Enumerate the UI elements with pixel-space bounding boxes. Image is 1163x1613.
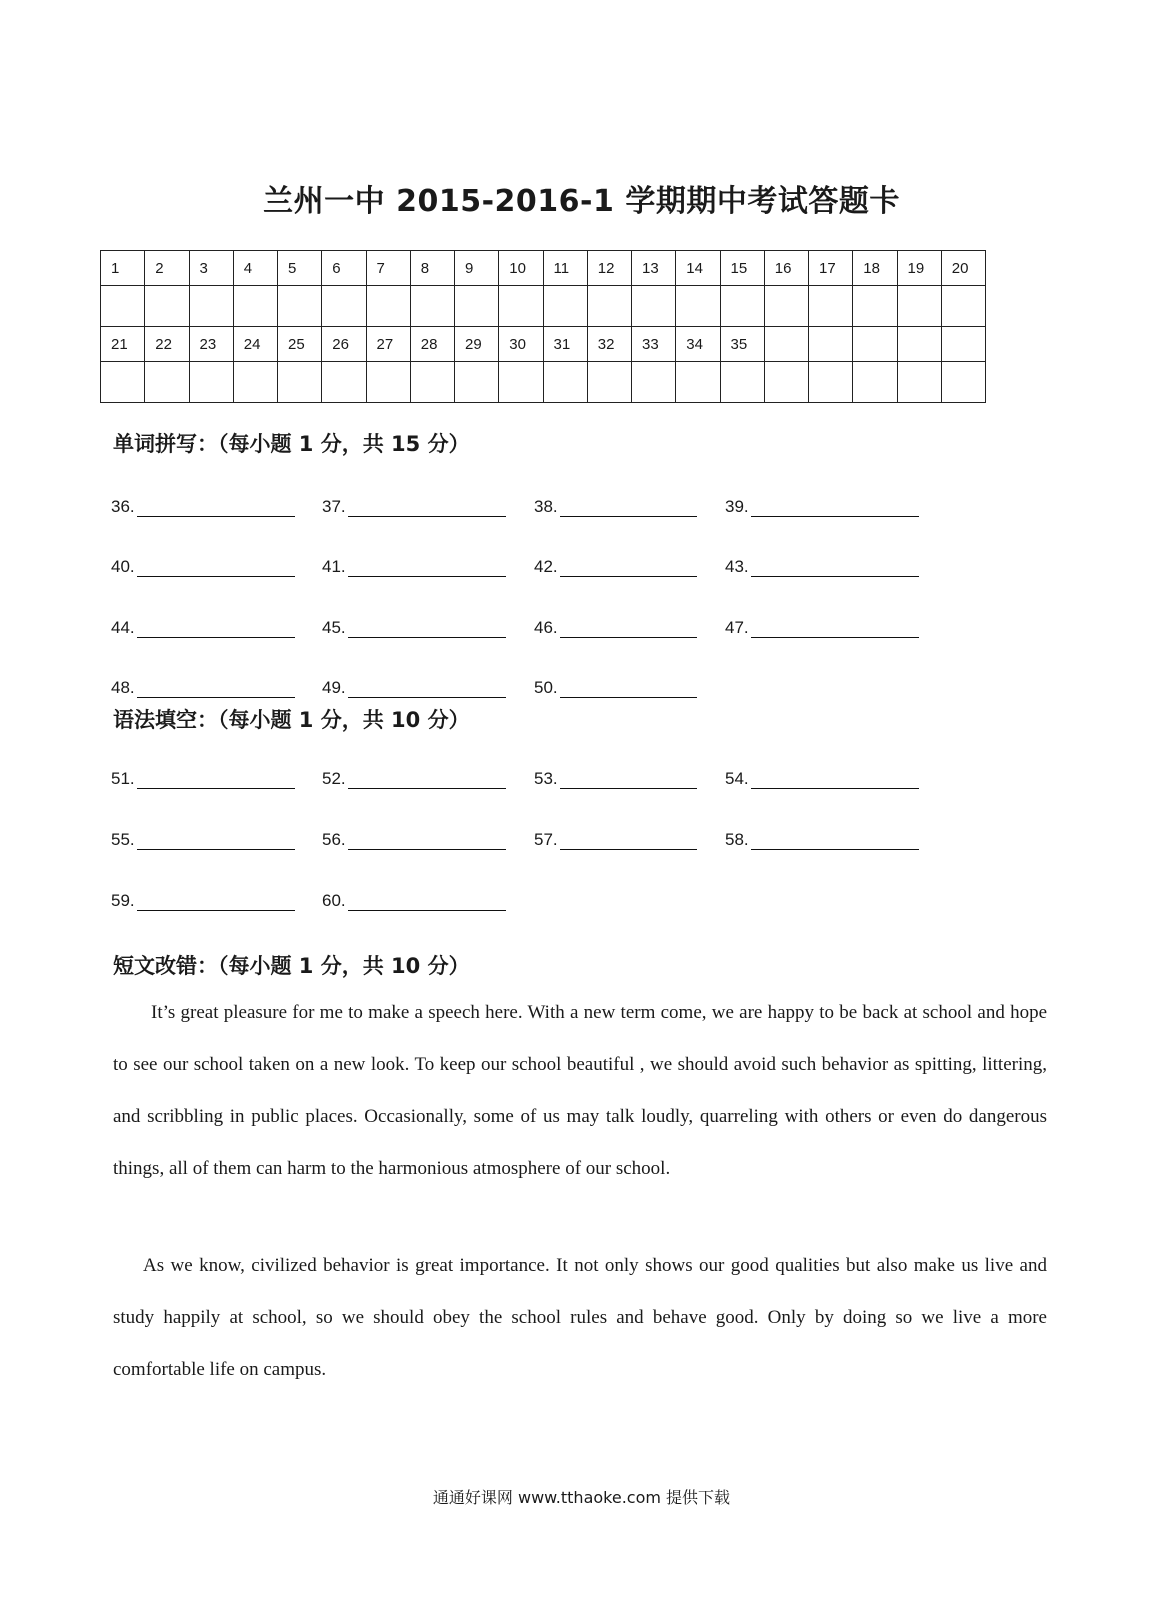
grid-answer-cell[interactable] — [897, 362, 941, 403]
blank-number: 37. — [322, 497, 346, 516]
grid-number-cell: 4 — [233, 251, 277, 286]
grid-answer-cell[interactable] — [587, 362, 631, 403]
grid-answer-cell[interactable] — [455, 286, 499, 327]
blank-number: 56. — [322, 830, 346, 849]
answer-blank — [322, 557, 506, 577]
grid-number-cell: 32 — [587, 327, 631, 362]
grid-number-cell — [897, 327, 941, 362]
blank-number: 38. — [534, 497, 558, 516]
grid-number-cell — [764, 327, 808, 362]
blank-number: 57. — [534, 830, 558, 849]
answer-blank — [534, 497, 697, 517]
grid-number-cell: 7 — [366, 251, 410, 286]
grid-answer-cell[interactable] — [410, 362, 454, 403]
answer-line[interactable] — [751, 558, 919, 577]
blank-number: 48. — [111, 678, 135, 697]
answer-line[interactable] — [560, 679, 697, 698]
grid-answer-cell[interactable] — [499, 286, 543, 327]
grid-number-cell: 25 — [278, 327, 322, 362]
grid-number-cell: 12 — [587, 251, 631, 286]
grid-number-cell: 3 — [189, 251, 233, 286]
blank-number: 36. — [111, 497, 135, 516]
answer-line[interactable] — [137, 558, 295, 577]
grid-answer-cell[interactable] — [720, 286, 764, 327]
answer-blank — [534, 769, 697, 789]
grid-number-cell — [809, 327, 853, 362]
grid-number-cell: 9 — [455, 251, 499, 286]
answer-line[interactable] — [348, 831, 506, 850]
blank-number: 47. — [725, 618, 749, 637]
grid-number-cell: 34 — [676, 327, 720, 362]
grid-number-cell: 13 — [632, 251, 676, 286]
grid-number-cell: 35 — [720, 327, 764, 362]
grid-answer-cell[interactable] — [587, 286, 631, 327]
answer-blank — [725, 557, 919, 577]
answer-blank — [725, 497, 919, 517]
grid-number-cell: 22 — [145, 327, 189, 362]
grammar-section-title: 语法填空：（每小题 1 分，共 10 分） — [113, 708, 470, 732]
correction-section-title: 短文改错：（每小题 1 分，共 10 分） — [113, 954, 470, 978]
answer-line[interactable] — [348, 679, 506, 698]
answer-blank — [111, 678, 295, 698]
grid-number-row — [101, 327, 986, 362]
grid-answer-cell[interactable] — [941, 362, 985, 403]
answer-line[interactable] — [751, 498, 919, 517]
answer-line[interactable] — [137, 679, 295, 698]
answer-line[interactable] — [560, 770, 697, 789]
answer-blank — [322, 678, 506, 698]
grid-number-cell: 31 — [543, 327, 587, 362]
grid-answer-row — [101, 286, 986, 327]
blank-number: 44. — [111, 618, 135, 637]
grid-number-cell: 10 — [499, 251, 543, 286]
grid-number-cell: 20 — [941, 251, 985, 286]
blank-number: 46. — [534, 618, 558, 637]
grid-number-cell: 21 — [101, 327, 145, 362]
blank-number: 41. — [322, 557, 346, 576]
grid-answer-cell[interactable] — [676, 362, 720, 403]
grid-number-cell: 28 — [410, 327, 454, 362]
grid-answer-cell[interactable] — [720, 362, 764, 403]
blank-number: 42. — [534, 557, 558, 576]
answer-blank — [725, 618, 919, 638]
answer-blank — [111, 497, 295, 517]
blank-number: 55. — [111, 830, 135, 849]
blank-number: 40. — [111, 557, 135, 576]
blank-number: 50. — [534, 678, 558, 697]
blank-number: 51. — [111, 769, 135, 788]
answer-line[interactable] — [560, 498, 697, 517]
answer-line[interactable] — [137, 619, 295, 638]
grid-number-cell — [853, 327, 897, 362]
spelling-section-title: 单词拼写：（每小题 1 分，共 15 分） — [113, 432, 470, 456]
footer-source: 通通好课网 www.tthaoke.com 提供下载 — [432, 1488, 731, 1507]
grid-answer-cell[interactable] — [764, 362, 808, 403]
answer-blank — [322, 618, 506, 638]
grid-answer-cell[interactable] — [322, 362, 366, 403]
answer-line[interactable] — [348, 498, 506, 517]
grid-answer-cell[interactable] — [366, 362, 410, 403]
answer-blank — [534, 678, 697, 698]
blank-number: 59. — [111, 891, 135, 910]
answer-line[interactable] — [560, 831, 697, 850]
answer-line[interactable] — [348, 558, 506, 577]
answer-line[interactable] — [751, 831, 919, 850]
grid-number-cell: 33 — [632, 327, 676, 362]
answer-blank — [111, 769, 295, 789]
grid-number-cell: 16 — [764, 251, 808, 286]
grid-answer-cell[interactable] — [145, 286, 189, 327]
answer-line[interactable] — [751, 770, 919, 789]
grid-number-cell: 27 — [366, 327, 410, 362]
grid-number-cell: 6 — [322, 251, 366, 286]
answer-line[interactable] — [348, 770, 506, 789]
grid-answer-cell[interactable] — [632, 362, 676, 403]
grid-answer-cell[interactable] — [410, 286, 454, 327]
grid-number-cell: 17 — [809, 251, 853, 286]
grid-answer-cell[interactable] — [543, 286, 587, 327]
grid-number-cell: 30 — [499, 327, 543, 362]
answer-line[interactable] — [137, 831, 295, 850]
grid-answer-cell[interactable] — [853, 286, 897, 327]
answer-line[interactable] — [751, 619, 919, 638]
answer-grid — [100, 250, 986, 403]
grid-answer-cell[interactable] — [455, 362, 499, 403]
grid-answer-cell[interactable] — [101, 286, 145, 327]
grid-answer-cell[interactable] — [145, 362, 189, 403]
grid-answer-cell[interactable] — [101, 362, 145, 403]
grid-answer-cell[interactable] — [853, 362, 897, 403]
grid-answer-cell[interactable] — [809, 286, 853, 327]
answer-blank — [534, 618, 697, 638]
grid-number-row — [101, 251, 986, 286]
grid-answer-row — [101, 362, 986, 403]
grid-number-cell: 23 — [189, 327, 233, 362]
grid-answer-cell[interactable] — [941, 286, 985, 327]
grid-number-cell: 19 — [897, 251, 941, 286]
answer-line[interactable] — [560, 619, 697, 638]
answer-line[interactable] — [348, 892, 506, 911]
grid-number-cell: 18 — [853, 251, 897, 286]
answer-line[interactable] — [137, 770, 295, 789]
grid-answer-cell[interactable] — [897, 286, 941, 327]
grid-number-cell: 5 — [278, 251, 322, 286]
grid-number-cell: 11 — [543, 251, 587, 286]
grid-answer-cell[interactable] — [632, 286, 676, 327]
correction-paragraph-1: It’s great pleasure for me to make a speech here. With a new term come, we are happy to be back at school and hope to see our school taken on a new look. To keep our school beautiful , we should avoid such behavior as spitting, littering, and scribbling in public places. Occasionally, some of us may talk loudly, quarreling with others or even do dangerous things, all of them can harm to the harmonious atmosphere of our school. — [113, 1002, 1047, 1179]
blank-number: 39. — [725, 497, 749, 516]
answer-blank — [322, 830, 506, 850]
blank-number: 60. — [322, 891, 346, 910]
grid-number-cell: 24 — [233, 327, 277, 362]
grid-number-cell: 14 — [676, 251, 720, 286]
blank-number: 52. — [322, 769, 346, 788]
grid-answer-cell[interactable] — [676, 286, 720, 327]
answer-blank — [725, 830, 919, 850]
answer-blank — [725, 769, 919, 789]
answer-blank — [322, 497, 506, 517]
answer-blank — [111, 891, 295, 911]
answer-blank — [111, 557, 295, 577]
grid-number-cell: 1 — [101, 251, 145, 286]
answer-line[interactable] — [560, 558, 697, 577]
grid-answer-cell[interactable] — [233, 286, 277, 327]
answer-blank — [534, 830, 697, 850]
answer-line[interactable] — [137, 892, 295, 911]
grid-answer-cell[interactable] — [809, 362, 853, 403]
grid-number-cell — [941, 327, 985, 362]
answer-blank — [534, 557, 697, 577]
answer-blank — [111, 618, 295, 638]
grid-answer-cell[interactable] — [366, 286, 410, 327]
grid-number-cell: 8 — [410, 251, 454, 286]
grid-number-cell: 15 — [720, 251, 764, 286]
grid-answer-cell[interactable] — [278, 362, 322, 403]
grid-number-cell: 29 — [455, 327, 499, 362]
answer-line[interactable] — [137, 498, 295, 517]
grid-answer-cell[interactable] — [278, 286, 322, 327]
grid-answer-cell[interactable] — [233, 362, 277, 403]
page-title: 兰州一中 2015-2016-1 学期期中考试答题卡 — [263, 184, 900, 219]
grid-answer-cell[interactable] — [189, 362, 233, 403]
blank-number: 54. — [725, 769, 749, 788]
answer-blank — [322, 891, 506, 911]
grid-number-cell: 2 — [145, 251, 189, 286]
correction-paragraph-2: As we know, civilized behavior is great importance. It not only shows our good qualities but also make us live and study happily at school, so we should obey the school rules and behave good. Only by doing so we live a more comfortable life on campus. — [113, 1255, 1047, 1380]
answer-blank — [322, 769, 506, 789]
blank-number: 58. — [725, 830, 749, 849]
grid-answer-cell[interactable] — [499, 362, 543, 403]
answer-line[interactable] — [348, 619, 506, 638]
grid-answer-cell[interactable] — [189, 286, 233, 327]
blank-number: 43. — [725, 557, 749, 576]
blank-number: 49. — [322, 678, 346, 697]
blank-number: 45. — [322, 618, 346, 637]
grid-answer-cell[interactable] — [322, 286, 366, 327]
grid-number-cell: 26 — [322, 327, 366, 362]
grid-answer-cell[interactable] — [543, 362, 587, 403]
answer-blank — [111, 830, 295, 850]
grid-answer-cell[interactable] — [764, 286, 808, 327]
blank-number: 53. — [534, 769, 558, 788]
